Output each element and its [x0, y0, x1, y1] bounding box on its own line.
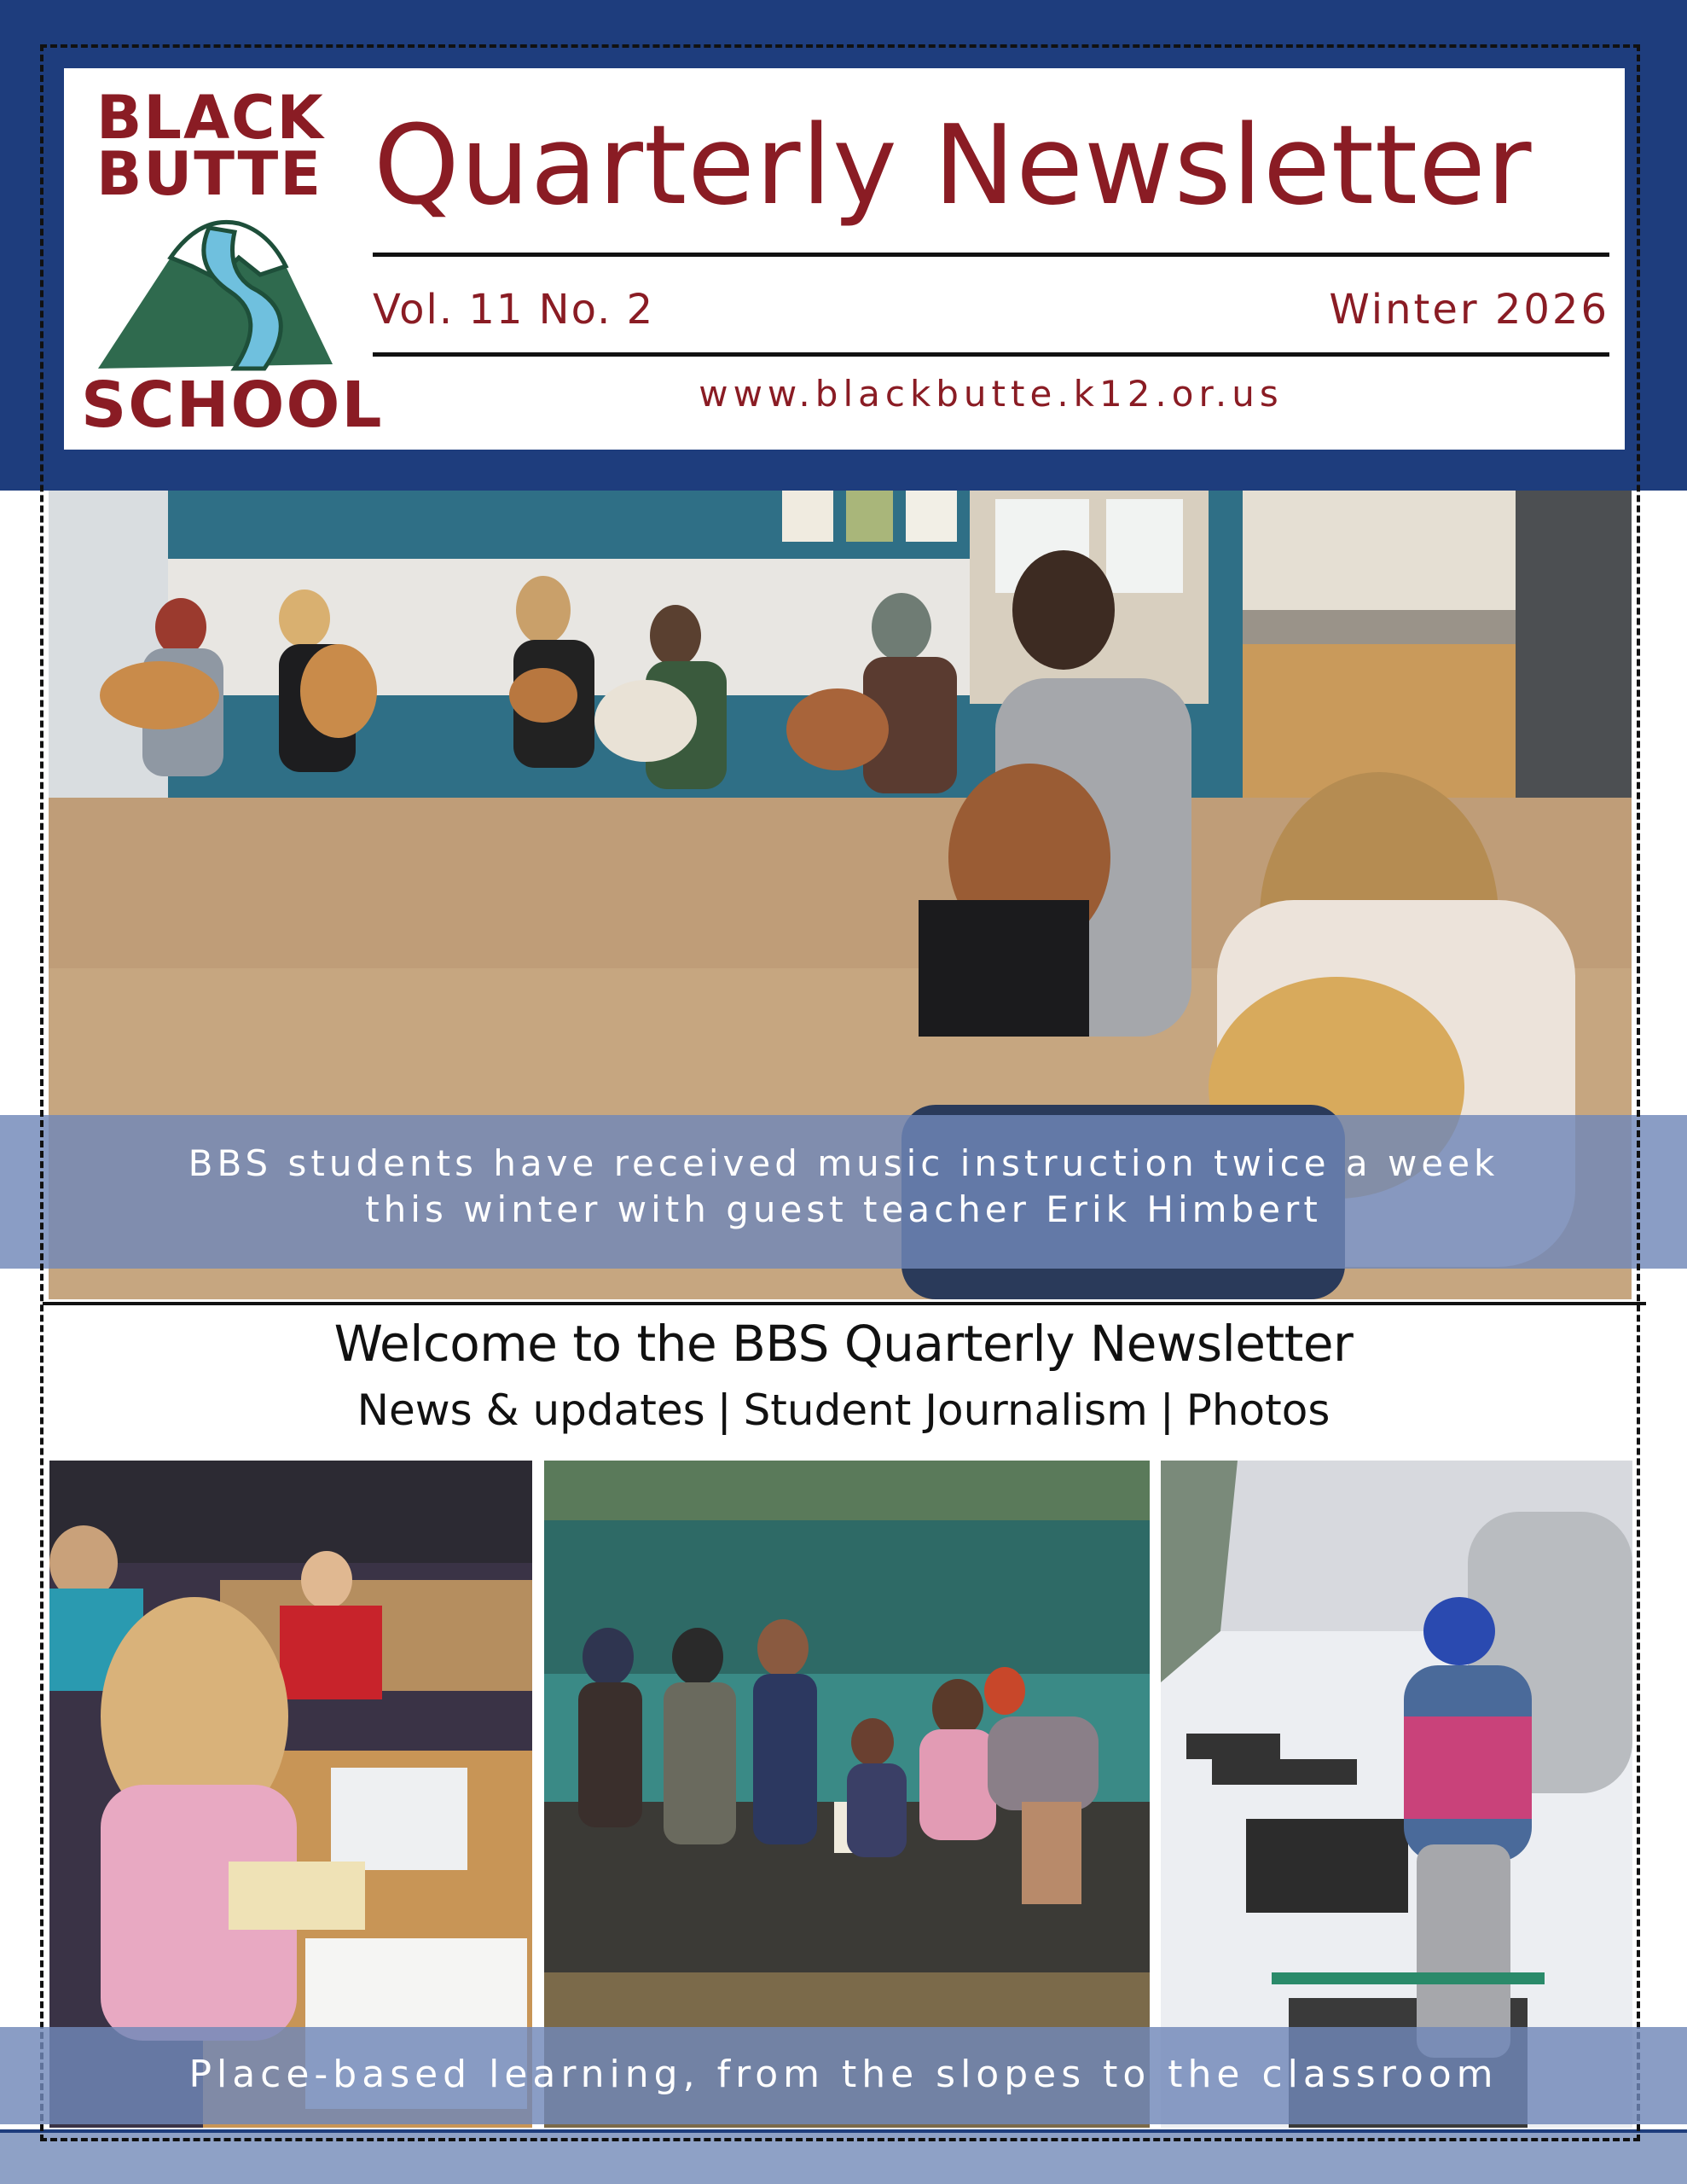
gallery-caption: Place-based learning, from the slopes to the classroom	[188, 2053, 1499, 2096]
separator: |	[716, 1385, 732, 1435]
logo-word-school: SCHOOL	[81, 369, 384, 442]
welcome-heading: Welcome to the BBS Quarterly Newsletter	[333, 1315, 1354, 1373]
hero-caption-line-1: BBS students have received music instruction twice a week	[188, 1142, 1499, 1184]
logo-word-black: BLACK	[96, 83, 325, 153]
newsletter-title: Quarterly Newsletter	[374, 102, 1533, 229]
hero-caption-line-2: this winter with guest teacher Erik Himbert	[365, 1188, 1322, 1230]
volume-number: Vol. 11 No. 2	[373, 286, 655, 334]
section-links	[0, 1380, 1687, 1440]
website-link[interactable]: www.blackbutte.k12.or.us	[699, 373, 1284, 415]
issue-season: Winter 2026	[1329, 286, 1609, 334]
link-photos[interactable]: Photos	[1186, 1385, 1330, 1435]
separator: |	[1159, 1385, 1174, 1435]
link-news-updates[interactable]: News & updates	[357, 1385, 705, 1435]
link-student-journalism[interactable]: Student Journalism	[743, 1385, 1148, 1435]
logo-word-butte: BUTTE	[96, 139, 323, 209]
gallery-caption-band	[0, 2027, 1687, 2124]
